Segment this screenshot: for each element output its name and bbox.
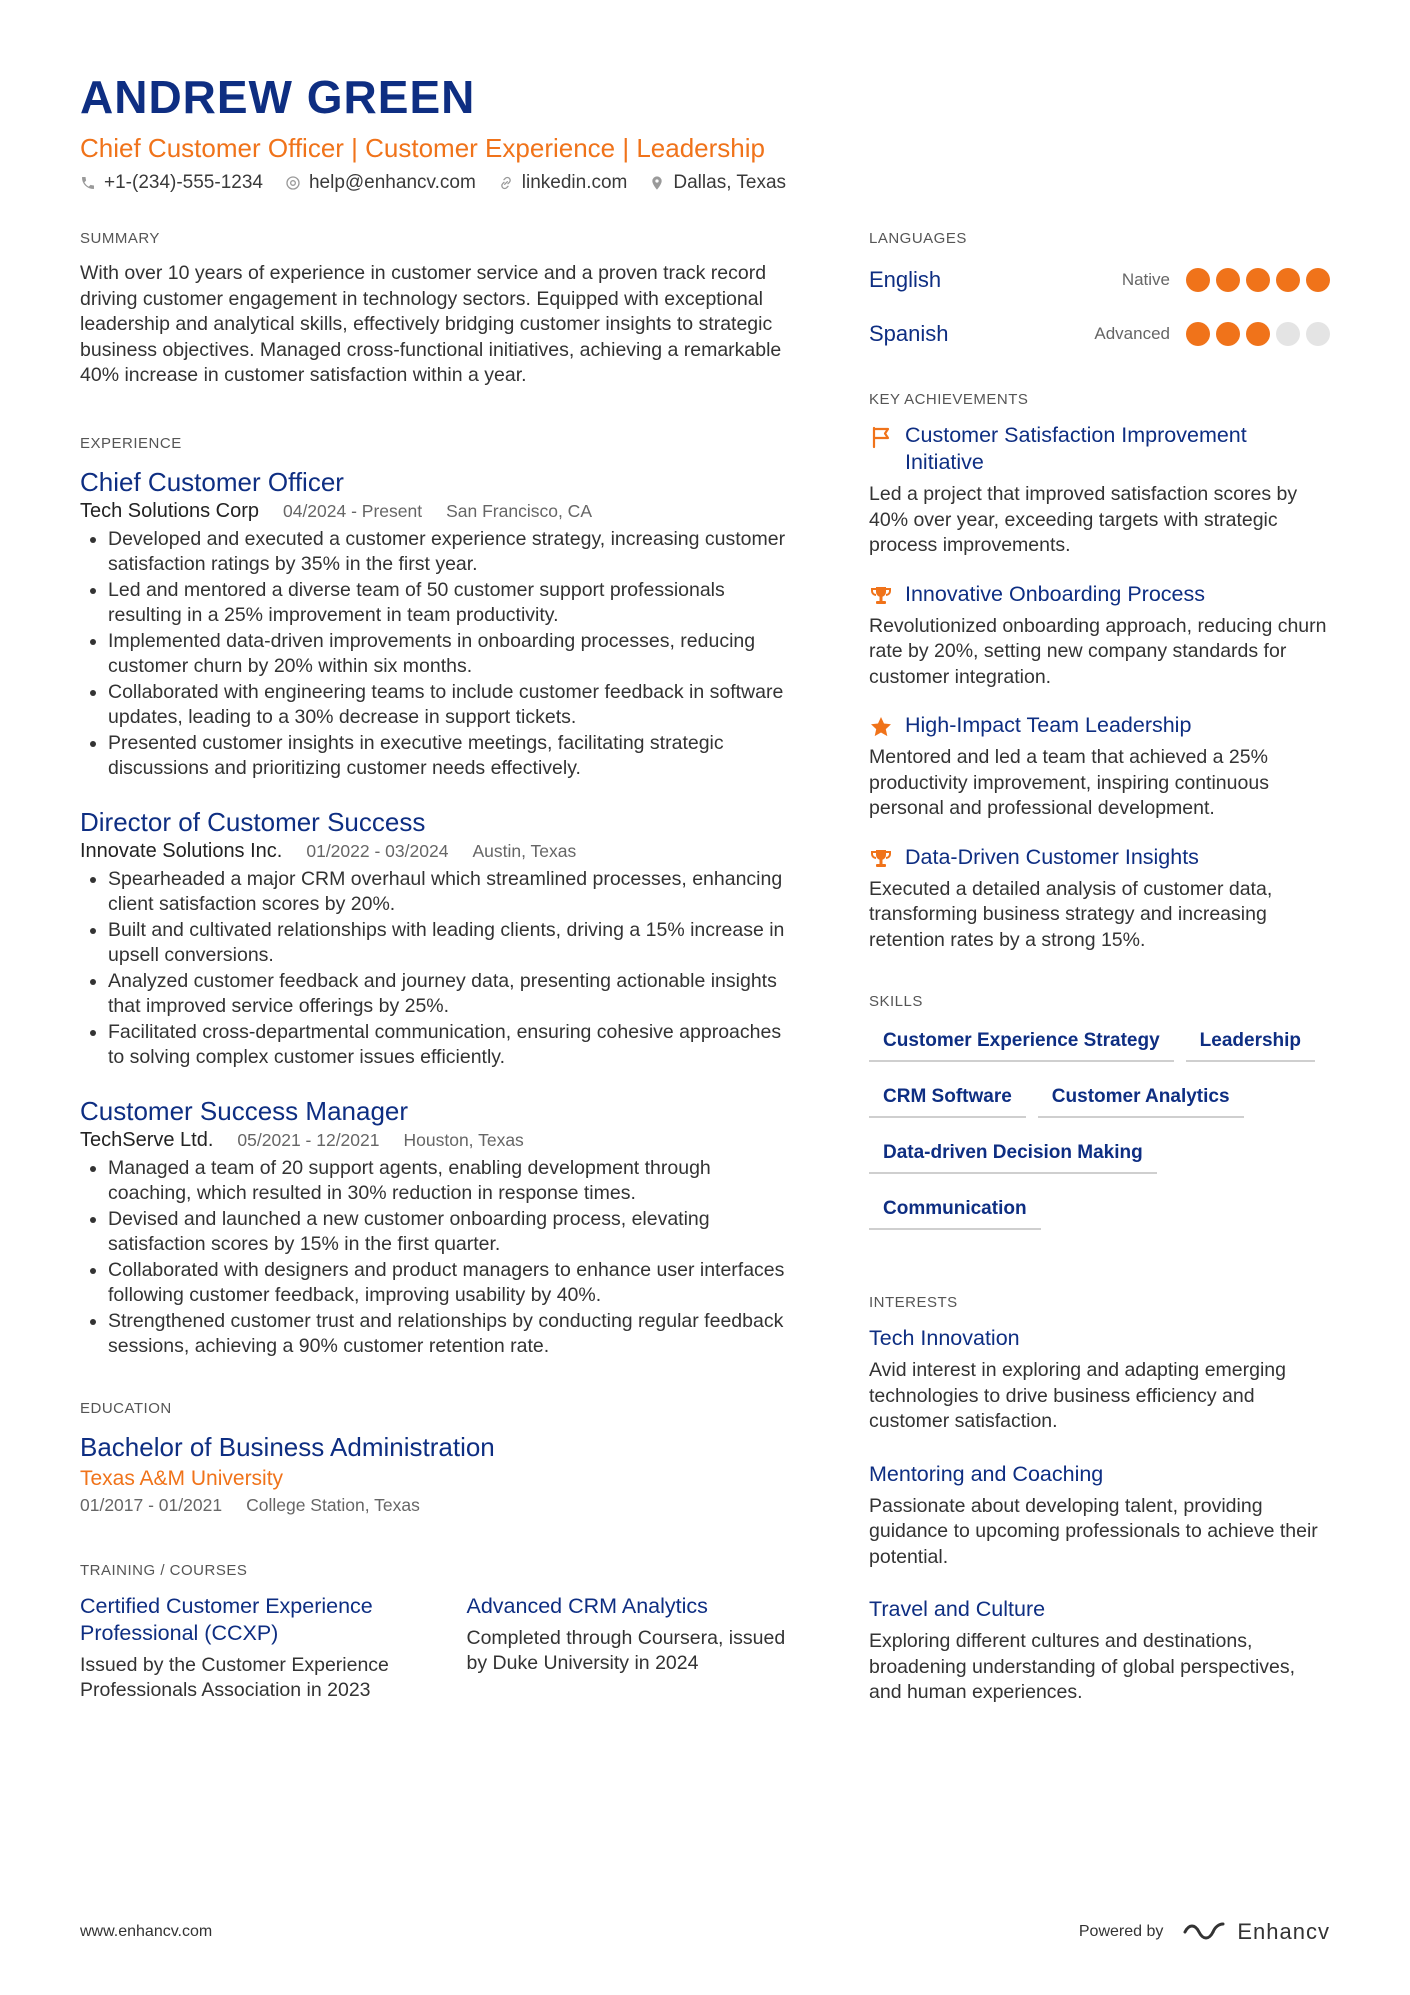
language-level: Advanced (1094, 324, 1170, 343)
achievement-header (869, 581, 1330, 608)
job-title: Chief Customer Officer (80, 466, 344, 497)
language-level: Native (1121, 270, 1170, 289)
achievement-title: Innovative Onboarding Process (905, 581, 1205, 606)
job-bullet: • Devised and launched a new customer onboarding process, elevating satisfaction scores by 15% in the first quarter. (108, 1207, 795, 1258)
email-text: help@enhancv.com (308, 172, 476, 193)
training-heading: TRAINING / COURSES (80, 1561, 248, 1579)
job-bullet: • Strengthened customer trust and relationships by conducting regular feedback sessions, achieving a 90% customer retention rate. (108, 1309, 795, 1360)
brand-logo[interactable] (1181, 1919, 1330, 1945)
course-item (80, 1593, 409, 1704)
trophy-icon (869, 584, 893, 608)
job-bullet: • Presented customer insights in executive meetings, facilitating strategic discussions and prioritizing customer needs effectively. (108, 731, 795, 782)
job-bullet: • Implemented data-driven improvements in onboarding processes, reducing customer churn by 20% within six months. (108, 629, 795, 680)
summary-text: With over 10 years of experience in customer service and a proven track record driving customer engagement in technology sectors. Equipped with exceptional leadership and analytical skills, effectively bridging customer insights to strategic business objectives. Managed cross-functional initiatives, achieving a remarkable 40% increase in customer satisfaction within a year. (80, 262, 782, 386)
job-bullets (80, 527, 795, 782)
footer (80, 1919, 1330, 1945)
course-desc: Issued by the Customer Experience Professionals Association in 2023 (80, 1653, 389, 1701)
contact-phone[interactable] (80, 172, 263, 194)
star-icon (869, 715, 893, 739)
job-bullet: • Spearheaded a major CRM overhaul which streamlined processes, enhancing client satisfaction scores by 20%. (108, 867, 795, 918)
course-desc: Completed through Coursera, issued by Duke University in 2024 (466, 1626, 786, 1674)
footer-url[interactable]: www.enhancv.com (80, 1923, 213, 1940)
experience-heading: EXPERIENCE (80, 434, 182, 452)
course-list (80, 1593, 795, 1704)
skill-tag: Communication (869, 1192, 1041, 1230)
location-pin-icon (649, 175, 665, 191)
rating-dot (1306, 268, 1330, 292)
job-bullet: • Developed and executed a customer experience strategy, increasing customer satisfaction ratings by 35% in the first year. (108, 527, 795, 578)
rating-dot (1246, 322, 1270, 346)
summary-section (80, 230, 795, 389)
job-meta (80, 840, 795, 863)
language-rating (1186, 322, 1330, 346)
interest-desc: Exploring different cultures and destinations, broadening understanding of global perspectives, and human experiences. (869, 1630, 1296, 1703)
contact-bar (80, 172, 1330, 194)
education-meta (80, 1495, 795, 1516)
languages-heading: LANGUAGES (869, 230, 967, 247)
job-bullet: • Built and cultivated relationships with leading clients, driving a 15% increase in upsell conversions. (108, 918, 795, 969)
job-bullet: • Managed a team of 20 support agents, enabling development through coaching, which resulted in 30% reduction in response times. (108, 1156, 795, 1207)
at-icon (285, 175, 301, 191)
job-dates: 01/2022 - 03/2024 (306, 840, 449, 861)
job-bullet: • Collaborated with engineering teams to include customer feedback in software updates, leading to a 30% decrease in support tickets. (108, 680, 795, 731)
achievement-title: Customer Satisfaction Improvement Initiative (905, 423, 1247, 474)
rating-dot (1186, 268, 1210, 292)
powered-by-label: Powered by (1078, 1923, 1164, 1940)
achievement-item (869, 581, 1330, 691)
course-title: Advanced CRM Analytics (466, 1593, 708, 1618)
powered-by (1079, 1919, 1330, 1945)
achievement-title: Data-Driven Customer Insights (905, 844, 1199, 869)
education-section (80, 1400, 795, 1516)
course-title: Certified Customer Experience Professional (CCXP) (80, 1593, 373, 1645)
achievement-title: High-Impact Team Leadership (905, 713, 1192, 737)
achievement-item (869, 712, 1330, 822)
job-bullet: • Facilitated cross-departmental communication, ensuring cohesive approaches to solving complex customer issues efficiently. (108, 1020, 795, 1071)
skill-list (869, 1024, 1330, 1230)
job-entry (80, 806, 795, 1071)
skill-tag: CRM Software (869, 1080, 1026, 1118)
job-meta (80, 1129, 795, 1152)
education-heading: EDUCATION (80, 1399, 172, 1417)
phone-text: +1-(234)-555-1234 (104, 172, 263, 193)
location-text: Dallas, Texas (673, 172, 787, 193)
job-bullet: • Led and mentored a diverse team of 50 customer support professionals resulting in a 25% improvement in team productivity. (108, 578, 795, 629)
job-company: TechServe Ltd. (80, 1128, 214, 1151)
contact-location (649, 172, 786, 194)
brand-name: Enhancv (1237, 1919, 1330, 1944)
link-icon (498, 175, 514, 191)
language-list (869, 253, 1330, 361)
achievement-item (869, 844, 1330, 954)
rating-dot (1246, 268, 1270, 292)
rating-dot (1216, 322, 1240, 346)
job-location: Houston, Texas (403, 1129, 524, 1150)
training-section (80, 1562, 795, 1704)
skills-section (869, 993, 1330, 1230)
phone-icon (80, 175, 96, 191)
job-meta (80, 500, 795, 523)
job-entry (80, 1095, 795, 1360)
left-column (80, 230, 795, 1752)
language-name: Spanish (869, 321, 949, 346)
interest-title: Tech Innovation (869, 1326, 1020, 1350)
achievement-header (869, 422, 1330, 476)
rating-dot (1216, 268, 1240, 292)
rating-dot (1306, 322, 1330, 346)
education-location: College Station, Texas (246, 1494, 420, 1515)
job-list (80, 466, 795, 1360)
interest-item (869, 1596, 1330, 1706)
candidate-title: Chief Customer Officer | Customer Experience | Leadership (80, 133, 765, 163)
skill-tag: Customer Analytics (1038, 1080, 1244, 1118)
interest-title: Travel and Culture (869, 1597, 1046, 1621)
job-entry (80, 466, 795, 782)
achievement-list (869, 422, 1330, 953)
resume-columns (80, 230, 1330, 1752)
course-item (467, 1593, 796, 1704)
contact-email[interactable] (285, 172, 476, 194)
achievement-desc: Revolutionized onboarding approach, reducing churn rate by 20%, setting new company standards for customer integration. (869, 614, 1327, 688)
linkedin-text: linkedin.com (521, 172, 628, 193)
interests-section (869, 1294, 1330, 1706)
contact-linkedin[interactable] (498, 172, 628, 194)
job-location: Austin, Texas (472, 840, 577, 861)
enhancv-logo-icon (1181, 1920, 1227, 1944)
rating-dot (1186, 322, 1210, 346)
education-dates: 01/2017 - 01/2021 (80, 1494, 223, 1515)
skill-tag: Leadership (1186, 1024, 1315, 1062)
job-location: San Francisco, CA (446, 500, 592, 521)
skill-tag: Customer Experience Strategy (869, 1024, 1174, 1062)
achievement-desc: Led a project that improved satisfaction scores by 40% over year, exceeding targets with strategic process improvements. (869, 483, 1298, 556)
achievements-heading: KEY ACHIEVEMENTS (869, 391, 1029, 408)
job-bullet: • Collaborated with designers and product managers to enhance user interfaces following customer feedback, improving usability by 40%. (108, 1258, 795, 1309)
job-title: Director of Customer Success (80, 806, 426, 837)
trophy-icon (869, 847, 893, 871)
interests-heading: INTERESTS (869, 1294, 958, 1311)
language-row (869, 307, 1330, 361)
job-title: Customer Success Manager (80, 1095, 409, 1126)
interest-desc: Avid interest in exploring and adapting emerging technologies to drive business efficiency and customer satisfaction. (869, 1359, 1286, 1432)
interest-item (869, 1461, 1330, 1571)
education-degree: Bachelor of Business Administration (80, 1431, 495, 1462)
achievement-item (869, 422, 1330, 559)
interest-title: Mentoring and Coaching (869, 1461, 1104, 1486)
skill-tag: Data-driven Decision Making (869, 1136, 1157, 1174)
job-bullet: • Analyzed customer feedback and journey data, presenting actionable insights that improved service offerings by 25%. (108, 969, 795, 1020)
candidate-name: ANDREW GREEN (80, 71, 476, 123)
rating-dot (1276, 322, 1300, 346)
job-bullets (80, 1156, 795, 1360)
job-dates: 04/2024 - Present (282, 500, 423, 521)
achievement-desc: Executed a detailed analysis of customer data, transforming business strategy and increasing retention rates by a strong 15%. (869, 877, 1273, 951)
skills-heading: SKILLS (869, 993, 923, 1010)
achievement-header (869, 844, 1330, 871)
achievement-desc: Mentored and led a team that achieved a 25% productivity improvement, inspiring continuous personal and professional development. (869, 746, 1269, 819)
education-school: Texas A&M University (80, 1466, 284, 1490)
job-bullets (80, 867, 795, 1071)
job-company: Innovate Solutions Inc. (80, 839, 283, 862)
summary-heading: SUMMARY (80, 230, 160, 247)
right-column (869, 230, 1330, 1752)
achievements-section (869, 391, 1330, 953)
language-row (869, 253, 1330, 307)
job-dates: 05/2021 - 12/2021 (237, 1129, 380, 1150)
language-name: English (869, 267, 942, 292)
language-rating (1186, 268, 1330, 292)
achievement-header (869, 712, 1330, 739)
flag-icon (869, 425, 893, 449)
interest-item (869, 1325, 1330, 1435)
interest-list (869, 1325, 1330, 1706)
experience-section (80, 435, 795, 1360)
rating-dot (1276, 268, 1300, 292)
interest-desc: Passionate about developing talent, providing guidance to upcoming professionals to achieve their potential. (869, 1494, 1318, 1568)
languages-section (869, 230, 1330, 361)
job-company: Tech Solutions Corp (80, 499, 259, 522)
